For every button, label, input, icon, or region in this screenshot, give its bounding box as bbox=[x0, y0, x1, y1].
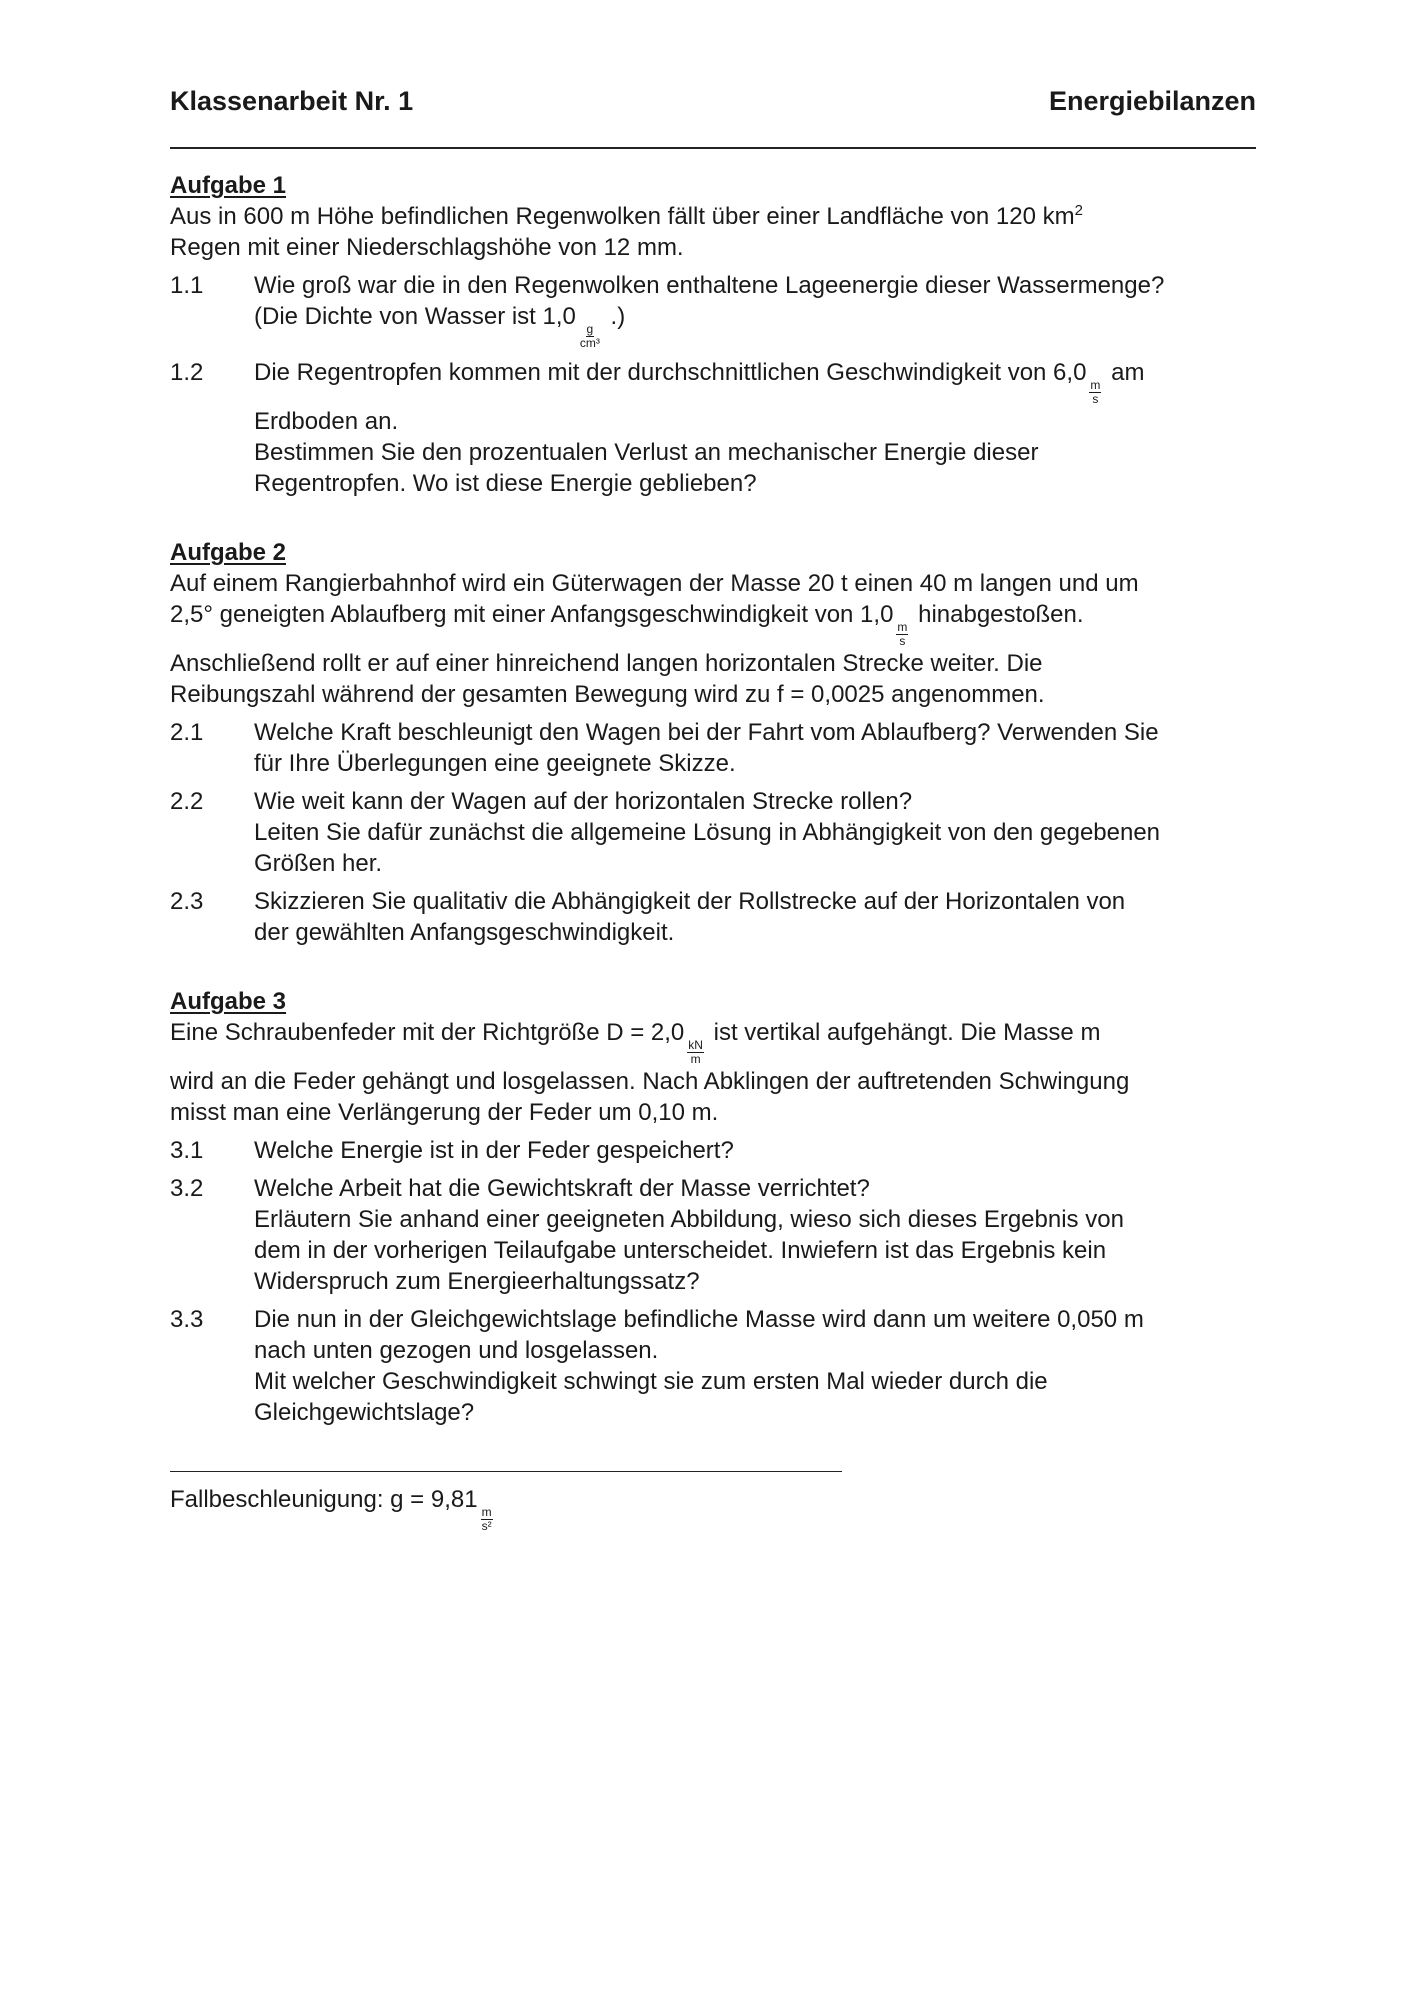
task-2-intro-line: Anschließend rollt er auf einer hinreichend langen horizontalen Strecke weiter. Die bbox=[170, 650, 1043, 677]
subtask-line: Wie weit kann der Wagen auf der horizontalen Strecke rollen? bbox=[254, 788, 913, 815]
subtask-line: der gewählten Anfangsgeschwindigkeit. bbox=[254, 919, 675, 946]
task-3-intro bbox=[170, 1017, 1256, 1128]
subtask-2-3 bbox=[170, 886, 1256, 948]
subtask-line: Mit welcher Geschwindigkeit schwingt sie zum ersten Mal wieder durch die bbox=[254, 1368, 1048, 1395]
subtask-line: Widerspruch zum Energieerhaltungssatz? bbox=[254, 1268, 700, 1295]
footnote-divider bbox=[170, 1471, 842, 1472]
subtask-number: 3.1 bbox=[170, 1137, 204, 1164]
superscript-2: 2 bbox=[1074, 202, 1083, 219]
subtask-number: 3.3 bbox=[170, 1306, 204, 1333]
header-divider bbox=[170, 147, 1256, 149]
task-2-intro bbox=[170, 568, 1256, 710]
subtask-text bbox=[254, 357, 1256, 499]
task-2 bbox=[170, 537, 1256, 948]
subtask-text bbox=[254, 1135, 1256, 1166]
subtask-line: nach unten gezogen und losgelassen. bbox=[254, 1337, 659, 1364]
subtask-line: Bestimmen Sie den prozentualen Verlust an mechanischer Energie dieser bbox=[254, 439, 1039, 466]
subtask-number: 1.1 bbox=[170, 272, 204, 299]
header-topic: Energiebilanzen bbox=[1048, 86, 1256, 116]
task-3-intro-line: misst man eine Verlängerung der Feder um 0,10 m. bbox=[170, 1099, 719, 1126]
worksheet-page bbox=[170, 0, 1256, 2000]
subtask-text bbox=[254, 717, 1256, 779]
subtask-line: Erdboden an. bbox=[254, 408, 399, 435]
footnote-gravity: Fallbeschleunigung: g = 9,81 $\frac{m}{\text{s²}}$ bbox=[170, 1486, 492, 1533]
subtask-line: Gleichgewichtslage? bbox=[254, 1399, 475, 1426]
task-1-intro-line: Aus in 600 m Höhe befindlichen Regenwolken fällt über einer Landfläche von 120 km bbox=[170, 203, 1075, 230]
subtask-line: Größen her. bbox=[254, 850, 383, 877]
task-list bbox=[170, 170, 1256, 1428]
task-1 bbox=[170, 170, 1256, 499]
subtask-2-2 bbox=[170, 786, 1256, 879]
task-3-intro-line: wird an die Feder gehängt und losgelassen. Nach Abklingen der auftretenden Schwingung bbox=[170, 1068, 1130, 1095]
subtask-line: Skizzieren Sie qualitativ die Abhängigkeit der Rollstrecke auf der Horizontalen von bbox=[254, 888, 1126, 915]
subtask-line: Wie groß war die in den Regenwolken enthaltene Lageenergie dieser Wassermenge? bbox=[254, 272, 1165, 299]
unit-fraction: $\frac{m}{s}$ bbox=[897, 620, 908, 648]
density-note: (Die Dichte von Wasser ist 1,0 $\frac{g}{\text{cm³}}$ .) bbox=[254, 303, 626, 350]
task-2-title: Aufgabe 2 bbox=[170, 539, 287, 566]
subtask-number: 2.3 bbox=[170, 888, 204, 915]
subtask-1-2 bbox=[170, 357, 1256, 499]
subtask-number: 3.2 bbox=[170, 1175, 204, 1202]
unit-fraction: $\frac{m}{\text{s²}}$ bbox=[481, 1505, 492, 1533]
header-title: Klassenarbeit Nr. 1 bbox=[170, 86, 414, 116]
subtask-line: Die Regentropfen kommen mit der durchschnittlichen Geschwindigkeit von 6,0 $\frac{m}{s}$ am bbox=[254, 359, 1145, 406]
task-3-title: Aufgabe 3 bbox=[170, 988, 287, 1015]
unit-fraction: $\frac{g}{\text{cm³}}$ bbox=[579, 322, 600, 350]
unit-fraction: $\frac{kN}{m}$ bbox=[688, 1038, 703, 1066]
subtask-3-1 bbox=[170, 1135, 1256, 1166]
subtask-text bbox=[254, 786, 1256, 879]
subtask-number: 2.2 bbox=[170, 788, 204, 815]
subtask-line: Die nun in der Gleichgewichtslage befindliche Masse wird dann um weitere 0,050 m bbox=[254, 1306, 1144, 1333]
subtask-line: dem in der vorherigen Teilaufgabe unterscheidet. Inwiefern ist das Ergebnis kein bbox=[254, 1237, 1107, 1264]
subtask-line: Welche Energie ist in der Feder gespeichert? bbox=[254, 1137, 734, 1164]
task-2-intro-line: 2,5° geneigten Ablaufberg mit einer Anfangsgeschwindigkeit von 1,0 $\frac{m}{s}$ hinabgestoßen. bbox=[170, 601, 1084, 648]
task-1-intro bbox=[170, 201, 1256, 263]
subtask-text bbox=[254, 270, 1256, 350]
task-3 bbox=[170, 986, 1256, 1428]
subtask-2-1 bbox=[170, 717, 1256, 779]
subtask-line: Welche Kraft beschleunigt den Wagen bei der Fahrt vom Ablaufberg? Verwenden Sie bbox=[254, 719, 1159, 746]
subtask-3-3 bbox=[170, 1304, 1256, 1428]
task-1-title: Aufgabe 1 bbox=[170, 172, 287, 199]
unit-fraction: $\frac{m}{s}$ bbox=[1090, 378, 1101, 406]
page-header bbox=[170, 86, 1256, 117]
task-1-intro-line: Regen mit einer Niederschlagshöhe von 12 mm. bbox=[170, 234, 684, 261]
subtask-number: 2.1 bbox=[170, 719, 204, 746]
subtask-3-2 bbox=[170, 1173, 1256, 1297]
subtask-1-1 bbox=[170, 270, 1256, 350]
task-3-intro-line: Eine Schraubenfeder mit der Richtgröße D = 2,0 $\frac{kN}{m}$ ist vertikal aufgehängt. Die Masse m bbox=[170, 1019, 1101, 1066]
subtask-line: Erläutern Sie anhand einer geeigneten Abbildung, wieso sich dieses Ergebnis von bbox=[254, 1206, 1124, 1233]
subtask-line: Leiten Sie dafür zunächst die allgemeine Lösung in Abhängigkeit von den gegebenen bbox=[254, 819, 1161, 846]
subtask-number: 1.2 bbox=[170, 359, 204, 386]
subtask-line: Welche Arbeit hat die Gewichtskraft der Masse verrichtet? bbox=[254, 1175, 870, 1202]
task-2-intro-line: Reibungszahl während der gesamten Bewegung wird zu f = 0,0025 angenommen. bbox=[170, 681, 1045, 708]
subtask-text bbox=[254, 886, 1256, 948]
subtask-line: für Ihre Überlegungen eine geeignete Skizze. bbox=[254, 750, 736, 777]
task-2-intro-line: Auf einem Rangierbahnhof wird ein Güterwagen der Masse 20 t einen 40 m langen und um bbox=[170, 570, 1139, 597]
subtask-line: Regentropfen. Wo ist diese Energie geblieben? bbox=[254, 470, 757, 497]
subtask-text bbox=[254, 1304, 1256, 1428]
subtask-text bbox=[254, 1173, 1256, 1297]
